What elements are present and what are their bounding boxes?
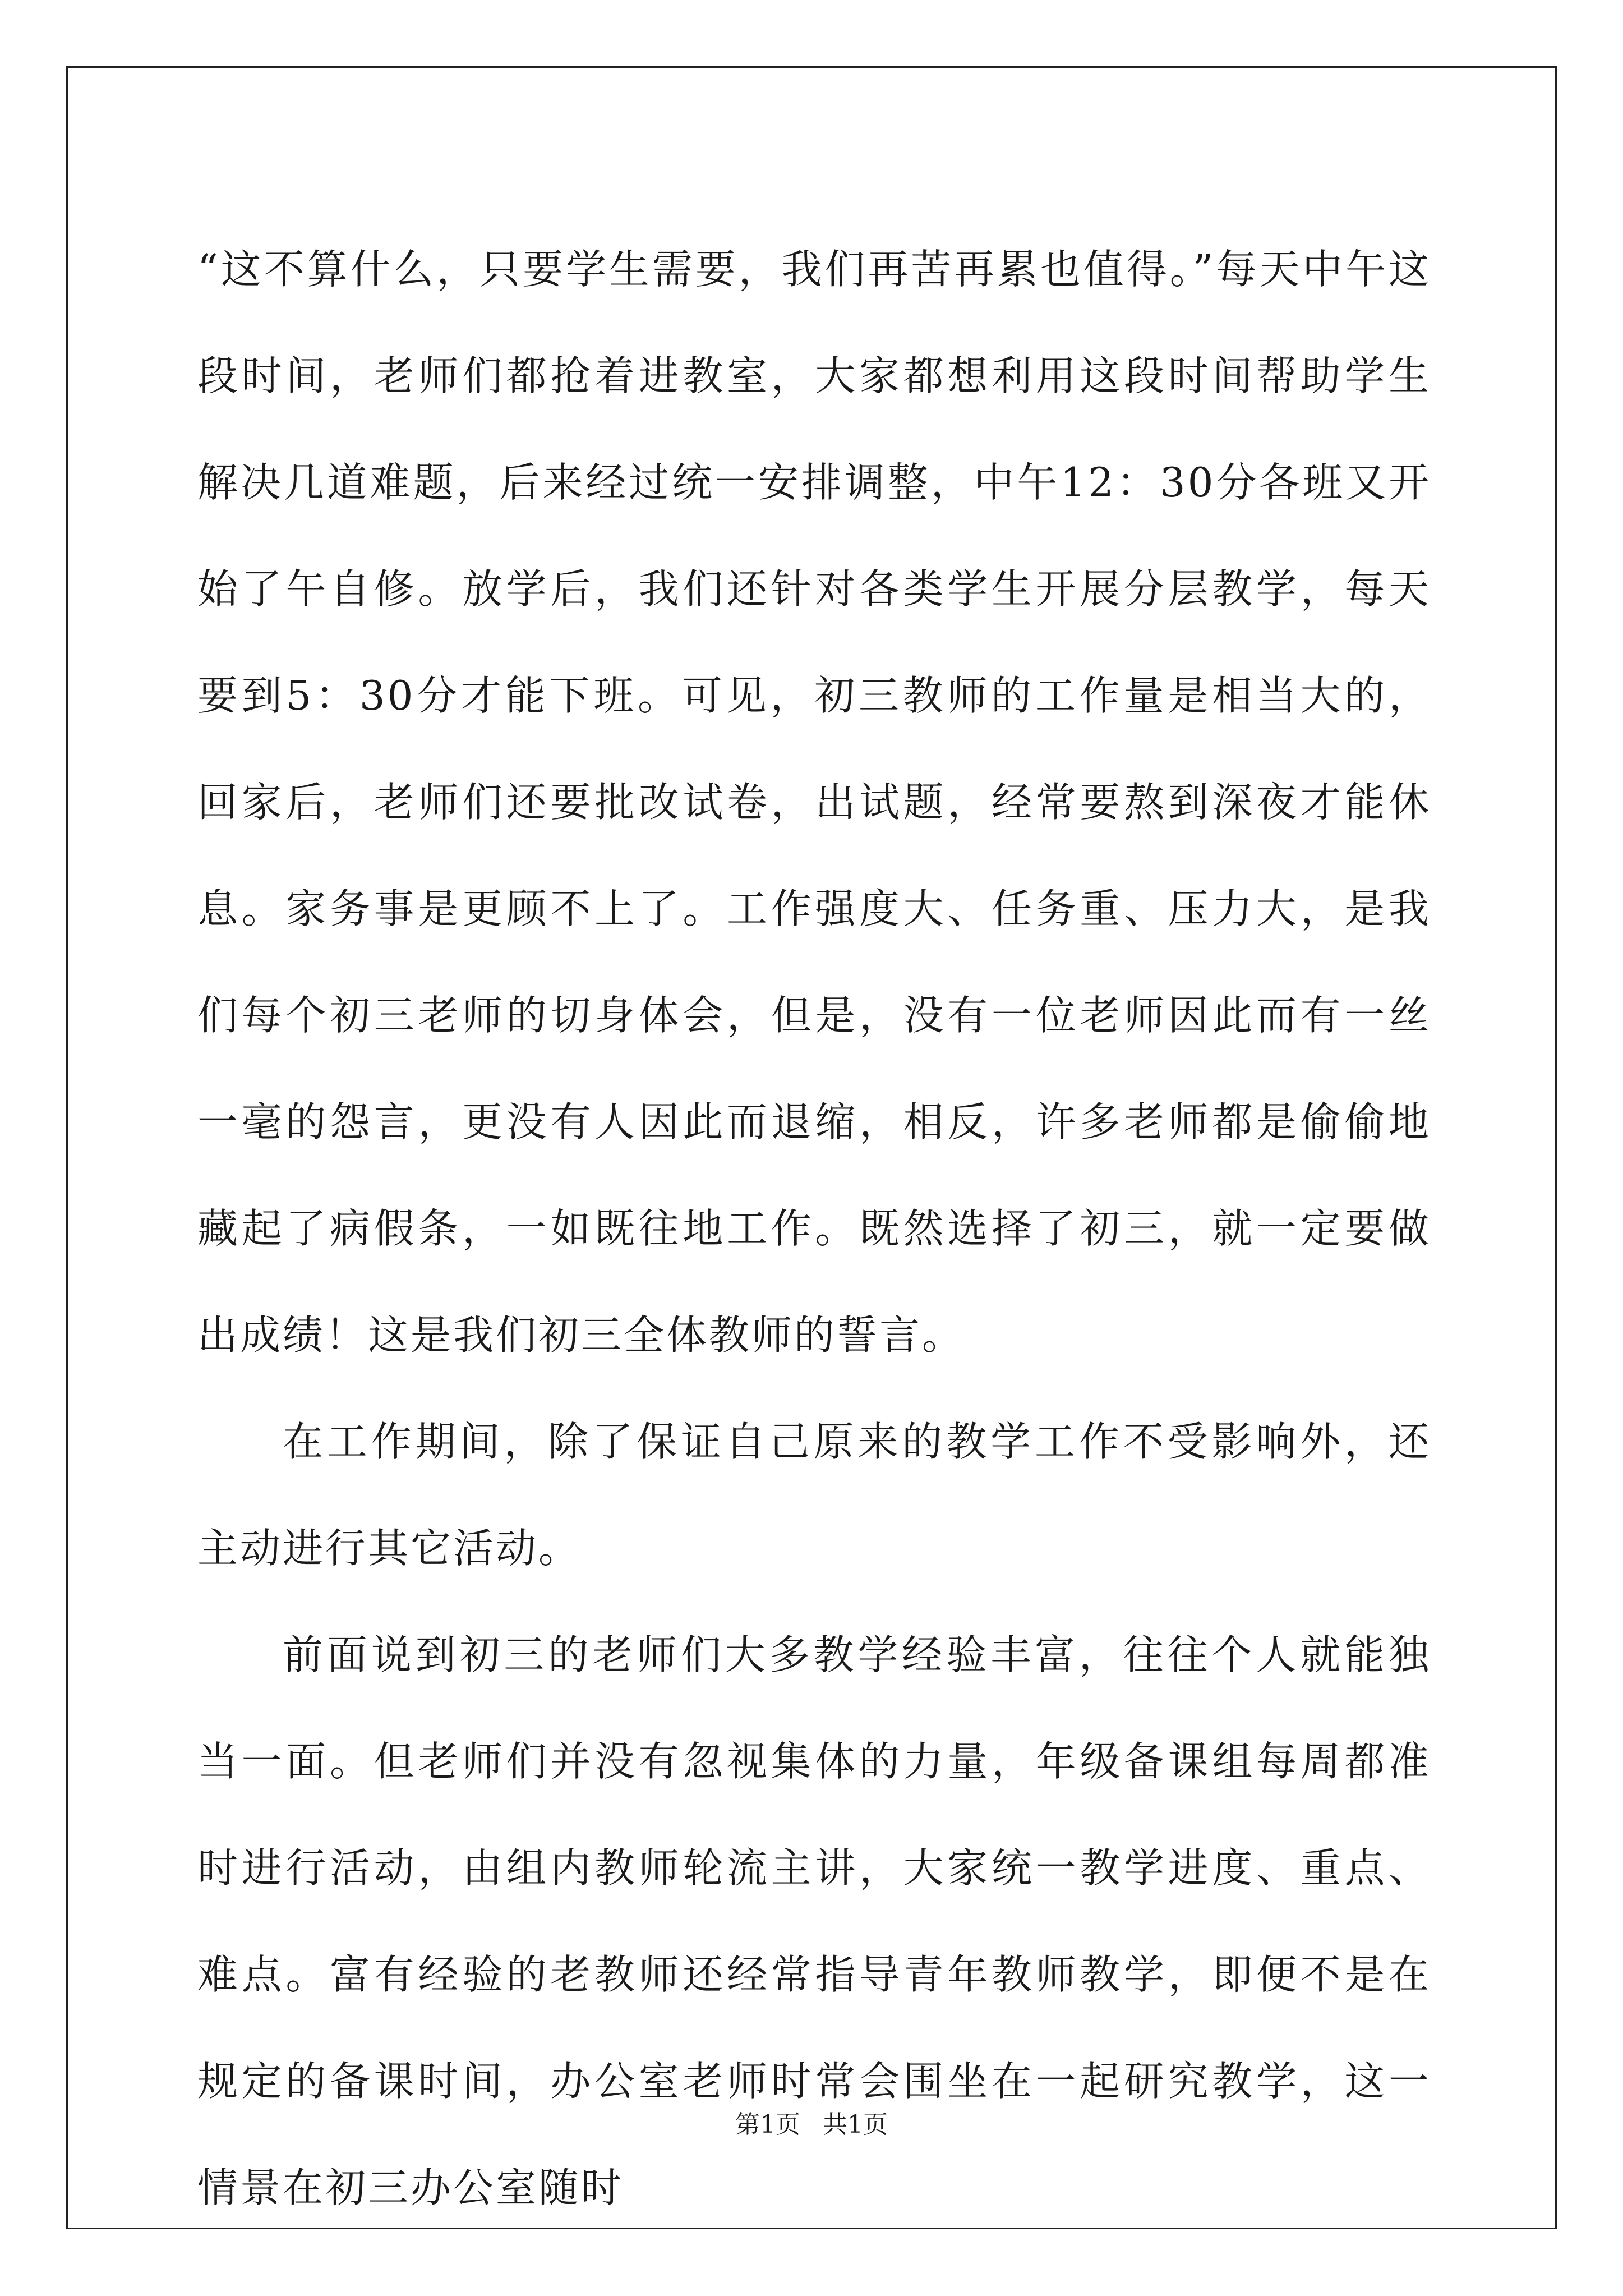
paragraph-1: “这不算什么，只要学生需要，我们再苦再累也值得。”每天中午这段时间，老师们都抢着进教室，大家都想利用这段时间帮助学生解决几道难题，后来经过统一安排调整，中午12：30分各班又开始了午自修。放学后，我们还针对各类学生开展分层教学，每天要到5：30分才能下班。可见，初三教师的工作量是相当大的，回家后，老师们还要批改试卷，出试题，经常要熬到深夜才能休息。家务事是更顾不上了。工作强度大、任务重、压力大，是我们每个初三老师的切身体会，但是，没有一位老师因此而有一丝一毫的怨言，更没有人因此而退缩，相反，许多老师都是偷偷地藏起了病假条，一如既往地工作。既然选择了初三，就一定要做出成绩！这是我们初三全体教师的誓言。 [197,246,1431,1359]
paragraph-3: 前面说到初三的老师们大多教学经验丰富，往往个人就能独当一面。但老师们并没有忽视集体的力量，年级备课组每周都准时进行活动，由组内教师轮流主讲，大家统一教学进度、重点、难点。富有经验的老教师还经常指导青年教师教学，即便不是在规定的备课时间，办公室老师时常会围坐在一起研究教学，这一情景在初三办公室随时 [197,1631,1431,2211]
paragraph-2: 在工作期间，除了保证自己原来的教学工作不受影响外，还主动进行其它活动。 [197,1418,1431,1572]
document-body [197,216,1431,2241]
page-footer [0,2108,1623,2142]
page-total: 共1页 [823,2110,888,2139]
page-number: 第1页 [735,2110,800,2139]
